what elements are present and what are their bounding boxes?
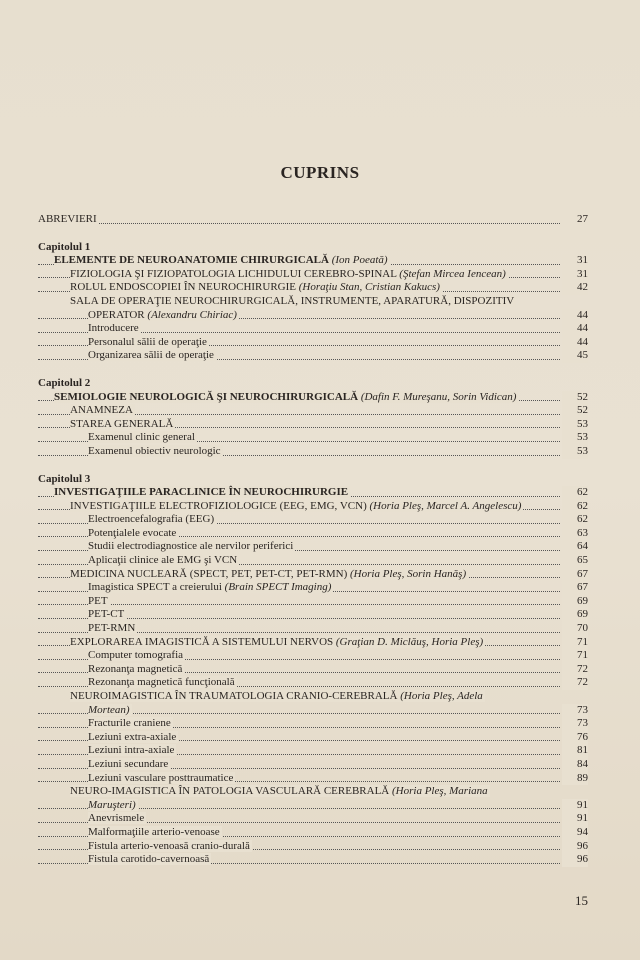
toc-subentry: Examenul clinic general 53 <box>38 431 588 445</box>
toc-subentry: Studii electrodiagnostice ale nervilor periferici 64 <box>38 540 588 554</box>
toc-page-number: 27 <box>562 213 588 227</box>
toc-entry: INVESTIGAŢIILE ELECTROFIZIOLOGICE (EEG, EMG, VCN) (Horia Pleş, Marcel A. Angelescu) 62 <box>38 500 588 514</box>
toc-subentry: Organizarea sălii de operaţie 45 <box>38 349 588 363</box>
toc-subentry: PET-RMN 70 <box>38 622 588 636</box>
toc-entry-chapter-title: INVESTIGAŢIILE PARACLINICE ÎN NEUROCHIRURGIE 62 <box>38 486 588 500</box>
toc-subentry: PET 69 <box>38 595 588 609</box>
toc-entry-label: ABREVIERI <box>38 213 97 225</box>
toc-entry: FIZIOLOGIA ŞI FIZIOPATOLOGIA LICHIDULUI CEREBRO-SPINAL (Ştefan Mircea Iencean) 31 <box>38 268 588 282</box>
toc-subentry: Potenţialele evocate 63 <box>38 527 588 541</box>
toc-entry-multiline-line1: SALA DE OPERAŢIE NEUROCHIRURGICALĂ, INSTRUMENTE, APARATURĂ, DISPOZITIV <box>70 294 515 307</box>
toc-subentry: Malformaţiile arterio-venoase 94 <box>38 826 588 840</box>
toc-subentry: Leziuni secundare 84 <box>38 758 588 772</box>
toc-entry: ANAMNEZA 52 <box>38 404 588 418</box>
toc-entry-chapter-title: ELEMENTE DE NEUROANATOMIE CHIRURGICALĂ (Ion Poeată) 31 <box>38 254 588 268</box>
toc-subentry: Fistula carotido-cavernoasă 96 <box>38 853 588 867</box>
toc-subentry: Leziuni extra-axiale 76 <box>38 731 588 745</box>
toc-subentry: Personalul sălii de operaţie 44 <box>38 336 588 350</box>
toc-subentry: Imagistica SPECT a creierului (Brain SPECT Imaging) 67 <box>38 581 588 595</box>
toc-entry: STAREA GENERALĂ 53 <box>38 418 588 432</box>
page-number: 15 <box>575 893 588 908</box>
page-title: CUPRINS <box>280 163 360 182</box>
toc-entry-multiline-line2: OPERATOR (Alexandru Chiriac) 44 <box>38 309 588 323</box>
toc-entry-multiline-line1: NEUROIMAGISTICA ÎN TRAUMATOLOGIA CRANIO-CEREBRALĂ (Horia Pleş, Adela <box>70 690 483 702</box>
table-of-contents <box>38 213 588 867</box>
toc-subentry: Aplicaţii clinice ale EMG şi VCN 65 <box>38 554 588 568</box>
toc-entry: ROLUL ENDOSCOPIEI ÎN NEUROCHIRURGIE (Horaţiu Stan, Cristian Kakucs) 42 <box>38 281 588 295</box>
toc-entry-multiline-line2: Mortean) 73 <box>38 704 588 718</box>
toc-entry-multiline-line2: Maruşteri) 91 <box>38 799 588 813</box>
toc-entry-abrevieri <box>38 213 588 227</box>
toc-entry-multiline-line1: NEURO-IMAGISTICA ÎN PATOLOGIA VASCULARĂ CEREBRALĂ (Horia Pleş, Mariana <box>70 785 488 798</box>
toc-subentry: Introducere 44 <box>38 322 588 336</box>
toc-entry-chapter-title: SEMIOLOGIE NEUROLOGICĂ ŞI NEUROCHIRURGICALĂ (Dafin F. Mureşanu, Sorin Vidican) 52 <box>38 391 588 405</box>
chapter-label: Capitolul 1 <box>38 240 91 253</box>
toc-subentry: Electroencefalografia (EEG) 62 <box>38 513 588 527</box>
toc-subentry: Rezonanţa magnetică 72 <box>38 663 588 677</box>
toc-subentry: Fracturile craniene 73 <box>38 717 588 731</box>
chapter-label: Capitolul 3 <box>38 472 91 485</box>
toc-entry: EXPLORAREA IMAGISTICĂ A SISTEMULUI NERVOS (Graţian D. Miclăuş, Horia Pleş) 71 <box>38 636 588 650</box>
toc-subentry: Examenul obiectiv neurologic 53 <box>38 445 588 459</box>
chapter-label: Capitolul 2 <box>38 376 91 389</box>
toc-subentry: Anevrismele 91 <box>38 812 588 826</box>
toc-entry: MEDICINA NUCLEARĂ (SPECT, PET, PET-CT, PET-RMN) (Horia Pleş, Sorin Hanăş) 67 <box>38 568 588 582</box>
toc-subentry: Computer tomografia 71 <box>38 649 588 663</box>
toc-subentry: Leziuni intra-axiale 81 <box>38 744 588 758</box>
toc-subentry: PET-CT 69 <box>38 608 588 622</box>
toc-subentry: Leziuni vasculare posttraumatice 89 <box>38 772 588 786</box>
toc-subentry: Fistula arterio-venoasă cranio-durală 96 <box>38 840 588 854</box>
toc-subentry: Rezonanţa magnetică funcţională 72 <box>38 676 588 690</box>
